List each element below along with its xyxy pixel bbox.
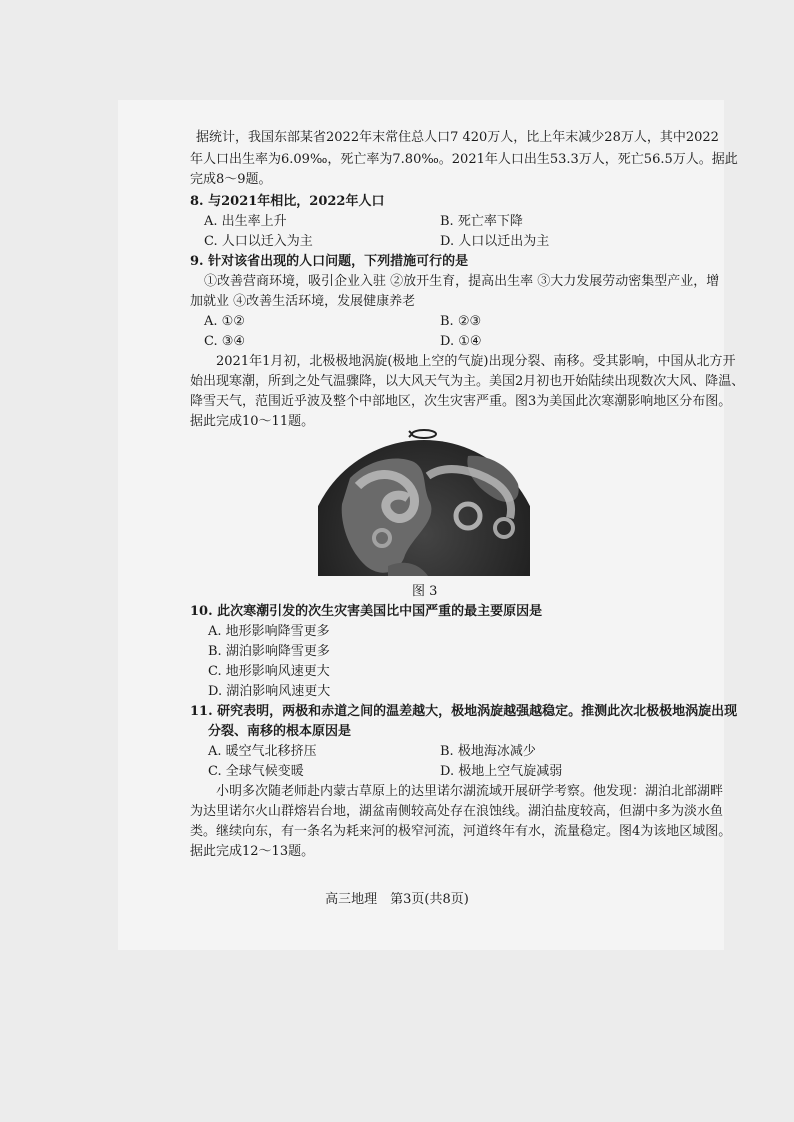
passage-2-cont [190,372,744,432]
passage-3-cont [190,802,731,862]
q9-option-a: A. ①② [204,314,245,329]
q8-option-a: A. 出生率上升 [204,214,287,229]
question-10-stem: 10. 此次寒潮引发的次生灾害美国比中国严重的最主要原因是 [190,604,543,619]
q8-option-c: C. 人口以迁入为主 [204,234,313,249]
figure-3-globe-map [318,426,530,576]
q11-option-a: A. 暖空气北移挤压 [208,744,317,759]
q9-option-c: C. ③④ [204,334,246,349]
passage-1-line-1: 据统计，我国东部某省2022年末常住总人口7 420万人，比上年末减少28万人，其中2022 [196,130,719,145]
vortex-rotation-icon [409,430,436,438]
page-footer: 高三地理 第3页(共8页) [325,892,469,907]
q8-option-b: B. 死亡率下降 [440,214,523,229]
passage-3-line-4: 据此完成12～13题。 [190,844,315,859]
question-8-stem: 8. 与2021年相比，2022年人口 [190,194,385,209]
passage-1-line-2: 年人口出生率为6.09‰，死亡率为7.80‰。2021年人口出生53.3万人，死亡56.5万人。据此 [190,152,738,167]
passage-2-line-3: 降雪天气，范围近乎波及整个中部地区，次生灾害严重。图3为美国此次寒潮影响地区分布图。 [190,394,732,409]
passage-1-line-3: 完成8～9题。 [190,172,272,187]
passage-3-line-2: 为达里诺尔火山群熔岩台地，湖盆南侧较高处存在浪蚀线。湖泊盐度较高，但湖中多为淡水鱼 [190,804,724,819]
globe-image [318,426,530,576]
q11-option-d: D. 极地上空气旋减弱 [440,764,563,779]
passage-1-cont [190,150,738,190]
passage-2-line-1: 2021年1月初，北极极地涡旋(极地上空的气旋)出现分裂、南移。受其影响，中国从北方开 [216,354,736,369]
q10-option-d: D. 湖泊影响风速更大 [208,684,331,699]
passage-2 [216,352,736,372]
passage-3-line-1: 小明多次随老师赴内蒙古草原上的达里诺尔湖流域开展研学考察。他发现：湖泊北部湖畔 [216,784,724,799]
q9-items-line-2: 加就业 ④改善生活环境，发展健康养老 [190,294,416,309]
q8-option-d: D. 人口以迁出为主 [440,234,550,249]
passage-2-line-2: 始出现寒潮，所到之处气温骤降，以大风天气为主。美国2月初也开始陆续出现数次大风、降温、 [190,374,745,389]
passage-2-line-4: 据此完成10～11题。 [190,414,315,429]
q9-option-b: B. ②③ [440,314,482,329]
q11-option-b: B. 极地海冰减少 [440,744,536,759]
question-11-stem-line-2: 分裂、南移的根本原因是 [208,724,352,739]
q10-option-a: A. 地形影响降雪更多 [208,624,330,639]
q10-option-b: B. 湖泊影响降雪更多 [208,644,330,659]
q10-option-c: C. 地形影响风速更大 [208,664,330,679]
question-9-stem: 9. 针对该省出现的人口问题，下列措施可行的是 [190,254,469,269]
q9-option-d: D. ①④ [440,334,482,349]
q9-items-line-1: ①改善营商环境，吸引企业入驻 ②放开生育，提高出生率 ③大力发展劳动密集型产业，增 [204,274,720,289]
q11-option-c: C. 全球气候变暖 [208,764,304,779]
question-11-stem-line-1: 11. 研究表明，两极和赤道之间的温差越大，极地涡旋越强越稳定。推测此次北极极地涡旋出现 [190,704,738,719]
passage-1 [196,128,719,148]
passage-3-line-3: 类。继续向东，有一条名为耗来河的极窄河流，河道终年有水，流量稳定。图4为该地区域图。 [190,824,732,839]
figure-3-caption: 图 3 [412,584,438,599]
passage-3 [216,782,723,802]
